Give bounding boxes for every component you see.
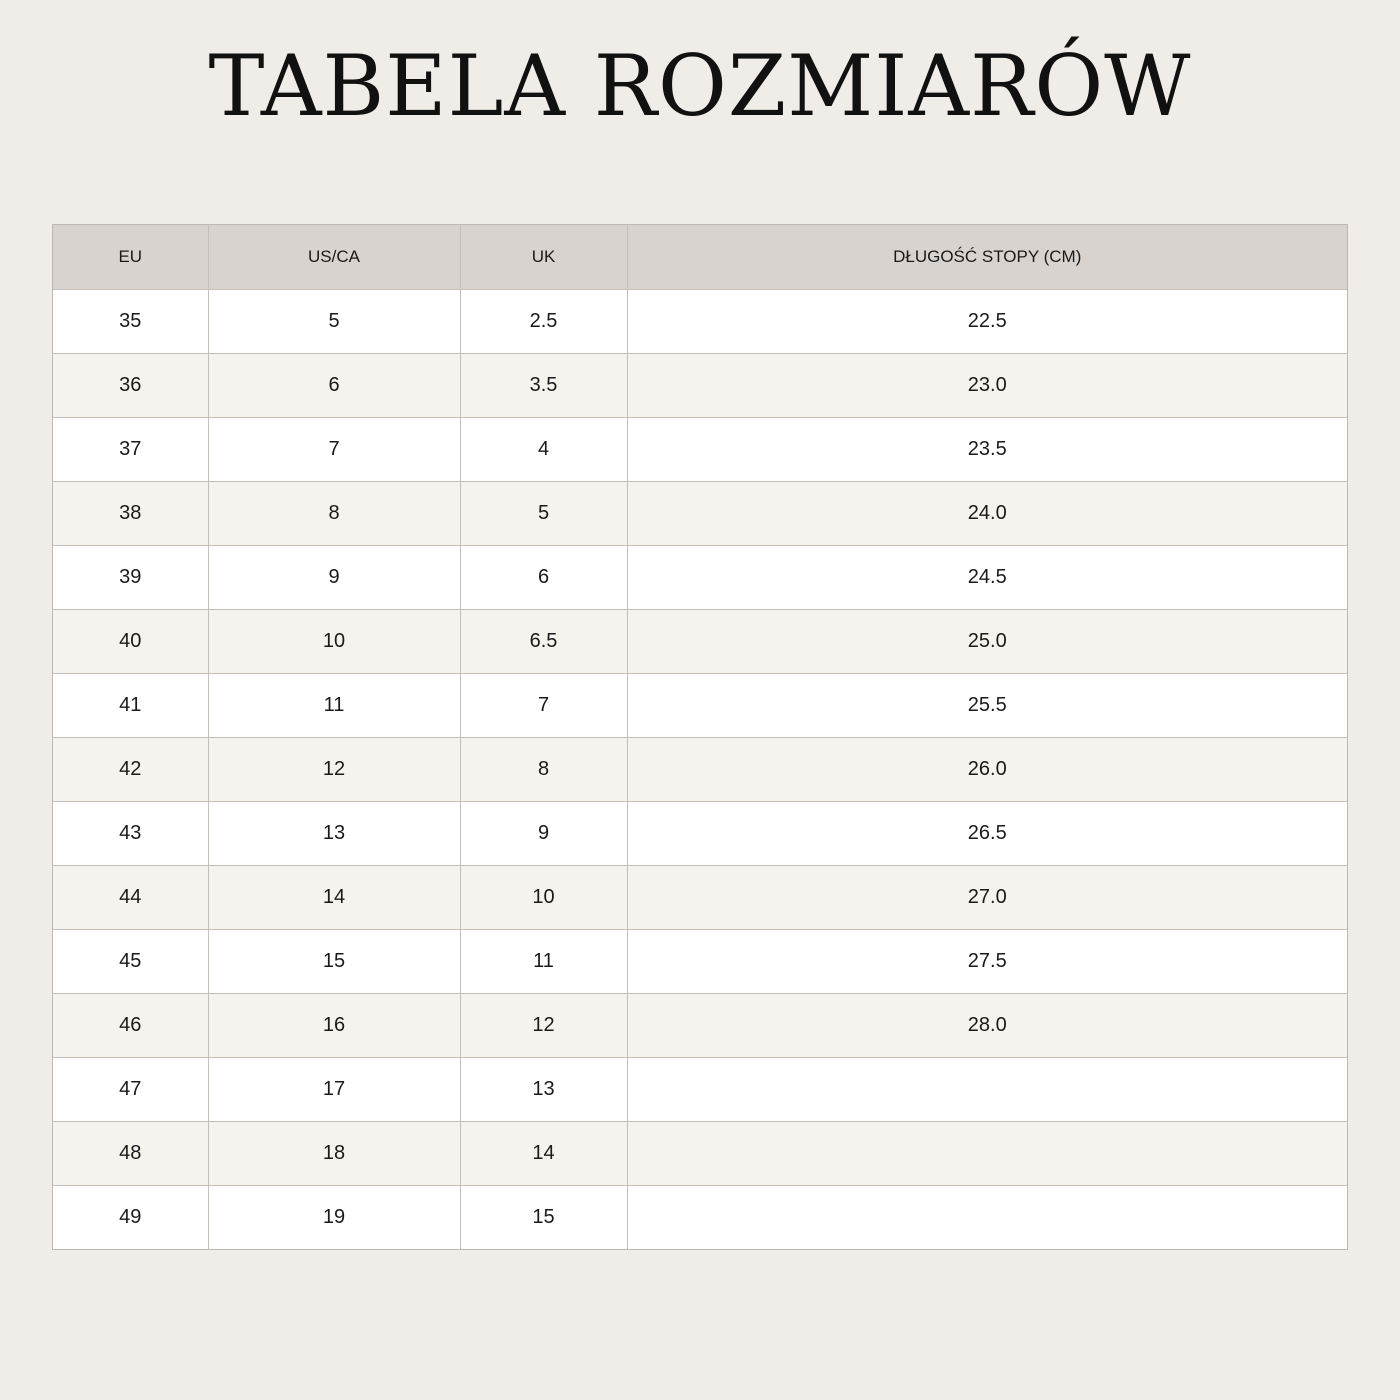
cell-uk: 3.5 bbox=[460, 353, 627, 417]
table-body bbox=[53, 289, 1347, 1249]
cell-eu: 38 bbox=[53, 481, 208, 545]
cell-foot-length: 25.5 bbox=[627, 673, 1347, 737]
cell-us-ca: 10 bbox=[208, 609, 460, 673]
cell-uk: 7 bbox=[460, 673, 627, 737]
cell-uk: 10 bbox=[460, 865, 627, 929]
table-row bbox=[53, 289, 1347, 353]
page-title: TABELA ROZMIARÓW bbox=[208, 37, 1192, 135]
cell-eu: 41 bbox=[53, 673, 208, 737]
cell-foot-length: 27.5 bbox=[627, 929, 1347, 993]
cell-uk: 6.5 bbox=[460, 609, 627, 673]
table-row bbox=[53, 545, 1347, 609]
cell-us-ca: 7 bbox=[208, 417, 460, 481]
cell-us-ca: 13 bbox=[208, 801, 460, 865]
cell-uk: 14 bbox=[460, 1121, 627, 1185]
cell-uk: 8 bbox=[460, 737, 627, 801]
cell-uk: 11 bbox=[460, 929, 627, 993]
cell-uk: 9 bbox=[460, 801, 627, 865]
cell-eu: 37 bbox=[53, 417, 208, 481]
table-row bbox=[53, 673, 1347, 737]
cell-us-ca: 16 bbox=[208, 993, 460, 1057]
table-row bbox=[53, 801, 1347, 865]
cell-foot-length: 24.0 bbox=[627, 481, 1347, 545]
cell-us-ca: 15 bbox=[208, 929, 460, 993]
cell-eu: 43 bbox=[53, 801, 208, 865]
table-row bbox=[53, 417, 1347, 481]
cell-eu: 35 bbox=[53, 289, 208, 353]
header-uk: UK bbox=[460, 225, 627, 289]
cell-uk: 4 bbox=[460, 417, 627, 481]
cell-foot-length: 25.0 bbox=[627, 609, 1347, 673]
header-eu: EU bbox=[53, 225, 208, 289]
cell-eu: 39 bbox=[53, 545, 208, 609]
size-chart-table bbox=[53, 225, 1347, 1249]
cell-us-ca: 12 bbox=[208, 737, 460, 801]
table-row bbox=[53, 737, 1347, 801]
cell-foot-length bbox=[627, 1121, 1347, 1185]
cell-eu: 42 bbox=[53, 737, 208, 801]
cell-foot-length: 24.5 bbox=[627, 545, 1347, 609]
cell-eu: 40 bbox=[53, 609, 208, 673]
cell-eu: 49 bbox=[53, 1185, 208, 1249]
table-row bbox=[53, 481, 1347, 545]
table-row bbox=[53, 865, 1347, 929]
cell-uk: 15 bbox=[460, 1185, 627, 1249]
cell-uk: 2.5 bbox=[460, 289, 627, 353]
cell-eu: 36 bbox=[53, 353, 208, 417]
cell-foot-length: 23.0 bbox=[627, 353, 1347, 417]
table-row bbox=[53, 929, 1347, 993]
cell-us-ca: 9 bbox=[208, 545, 460, 609]
cell-foot-length: 23.5 bbox=[627, 417, 1347, 481]
header-foot-length: DŁUGOŚĆ STOPY (CM) bbox=[627, 225, 1347, 289]
table-row bbox=[53, 1057, 1347, 1121]
table-header-row bbox=[53, 225, 1347, 289]
cell-us-ca: 6 bbox=[208, 353, 460, 417]
cell-uk: 6 bbox=[460, 545, 627, 609]
cell-foot-length bbox=[627, 1185, 1347, 1249]
cell-us-ca: 17 bbox=[208, 1057, 460, 1121]
cell-foot-length: 28.0 bbox=[627, 993, 1347, 1057]
cell-us-ca: 5 bbox=[208, 289, 460, 353]
cell-eu: 48 bbox=[53, 1121, 208, 1185]
cell-eu: 47 bbox=[53, 1057, 208, 1121]
cell-uk: 12 bbox=[460, 993, 627, 1057]
size-chart-table-container bbox=[52, 224, 1348, 1250]
cell-foot-length: 27.0 bbox=[627, 865, 1347, 929]
cell-eu: 45 bbox=[53, 929, 208, 993]
cell-uk: 13 bbox=[460, 1057, 627, 1121]
cell-us-ca: 19 bbox=[208, 1185, 460, 1249]
cell-foot-length: 22.5 bbox=[627, 289, 1347, 353]
cell-us-ca: 8 bbox=[208, 481, 460, 545]
cell-foot-length: 26.0 bbox=[627, 737, 1347, 801]
header-us-ca: US/CA bbox=[208, 225, 460, 289]
table-row bbox=[53, 353, 1347, 417]
table-row bbox=[53, 609, 1347, 673]
cell-foot-length bbox=[627, 1057, 1347, 1121]
cell-eu: 46 bbox=[53, 993, 208, 1057]
cell-eu: 44 bbox=[53, 865, 208, 929]
table-row bbox=[53, 1185, 1347, 1249]
cell-us-ca: 18 bbox=[208, 1121, 460, 1185]
cell-foot-length: 26.5 bbox=[627, 801, 1347, 865]
table-row bbox=[53, 993, 1347, 1057]
cell-uk: 5 bbox=[460, 481, 627, 545]
cell-us-ca: 11 bbox=[208, 673, 460, 737]
table-row bbox=[53, 1121, 1347, 1185]
cell-us-ca: 14 bbox=[208, 865, 460, 929]
